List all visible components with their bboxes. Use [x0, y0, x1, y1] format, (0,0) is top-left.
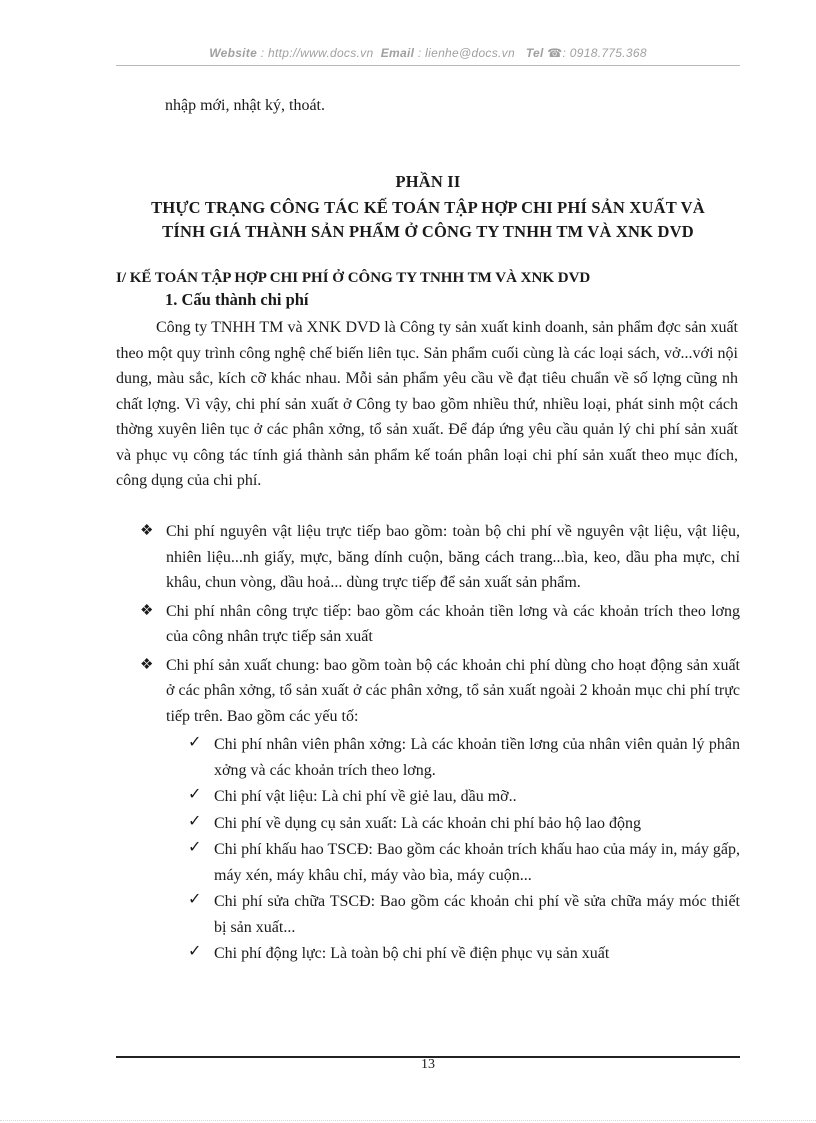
email-value[interactable]: : lienhe@docs.vn	[417, 46, 515, 60]
checkmark-bullet-icon: ✓	[188, 812, 202, 830]
sub-bullet-text: Chi phí khấu hao TSCĐ: Bao gồm các khoản trích khấu hao của máy in, máy gấp, máy xén, máy khâu chỉ, máy vào bìa, máy cuộn...	[214, 841, 740, 884]
website-value[interactable]: : http://www.docs.vn	[260, 46, 374, 60]
body-paragraph: Công ty TNHH TM và XNK DVD là Công ty sản xuất kinh doanh, sản phẩm đợc sản xuất theo một quy trình công nghệ chế biến liên tục. Sản phẩm cuối cùng là các loại sách, vở...với nội dung, màu sắc, kích cỡ khác nhau. Mỗi sản phẩm yêu cầu về đạt tiêu chuẩn về số lợng cũng nh chất lợng. Vì vậy, chi phí sản xuất ở Công ty bao gồm nhiều thứ, nhiều loại, phát sinh một cách thờng xuyên liên tục ở các phân xởng, tổ sản xuất. Để đáp ứng yêu cầu quản lý chi phí sản xuất và phục vụ công tác tính giá thành sản phẩm kế toán phân loại chi phí sản xuất theo mục đích, công dụng của chi phí.	[116, 319, 738, 489]
page-number: 13	[421, 1057, 435, 1072]
list-item	[188, 811, 740, 837]
email-label: Email	[380, 46, 415, 60]
checkmark-bullet-icon: ✓	[188, 943, 202, 960]
chapter-title-line-2: TÍNH GIÁ THÀNH SẢN PHẨM Ở CÔNG TY TNHH TM VÀ XNK DVD	[162, 222, 694, 241]
website-label: Website	[209, 46, 258, 60]
bottom-dotted-border	[0, 1120, 816, 1122]
tel-value: : 0918.775.368	[562, 46, 647, 60]
header-divider	[116, 65, 740, 66]
sub-bullet-text: Chi phí vật liệu: Là chi phí về giẻ lau, dầu mỡ..	[214, 788, 517, 805]
sub-list	[188, 732, 740, 967]
diamond-bullet-icon: ❖	[140, 602, 154, 619]
sub-bullet-text: Chi phí sửa chữa TSCĐ: Bao gồm các khoản chi phí về sửa chữa máy móc thiết bị sản xuất...	[214, 893, 740, 936]
diamond-bullet-icon: ❖	[140, 656, 154, 673]
bullet-text: Chi phí sản xuất chung: bao gồm toàn bộ các khoản chi phí dùng cho hoạt động sản xuất ở các phân xởng, tổ sản xuất ở các phân xởng, tổ sản xuất ngoài 2 khoản mục chi phí trực tiếp trên. Bao gồm các yếu tố:	[166, 656, 740, 725]
list-item	[188, 889, 740, 940]
list-item	[188, 941, 740, 967]
checkmark-bullet-icon: ✓	[188, 734, 202, 751]
page-header	[116, 46, 740, 60]
tel-label: Tel	[525, 46, 544, 60]
continuation-text: nhập mới, nhật ký, thoát.	[165, 97, 325, 114]
bullet-text: Chi phí nguyên vật liệu trực tiếp bao gồm: toàn bộ chi phí về nguyên vật liệu, vật liệu, nhiên liệu...nh giấy, mực, băng dính cuộn, băng cách trang...bìa, keo, dầu pha mực, chỉ khâu, chun vòng, dầu hoả... dùng trực tiếp để sản xuất sản phẩm.	[166, 523, 740, 591]
subsection-heading: 1. Cấu thành chi phí	[165, 290, 309, 309]
sub-bullet-text: Chi phí nhân viên phân xởng: Là các khoản tiền lơng của nhân viên quản lý phân xởng và các khoản trích theo lơng.	[214, 736, 740, 779]
part-title: PHẦN II	[395, 172, 461, 191]
bullet-text: Chi phí nhân công trực tiếp: bao gồm các khoản tiền lơng và các khoản trích theo lơng của công nhân trực tiếp sản xuất	[166, 602, 740, 645]
list-item	[140, 519, 740, 596]
list-item	[188, 784, 740, 810]
chapter-title-line-1: THỰC TRẠNG CÔNG TÁC KẾ TOÁN TẬP HỢP CHI PHÍ SẢN XUẤT VÀ	[151, 198, 705, 217]
list-item	[188, 837, 740, 888]
list-item	[140, 599, 740, 650]
checkmark-bullet-icon: ✓	[188, 839, 202, 856]
phone-icon: ☎	[547, 46, 563, 60]
checkmark-bullet-icon: ✓	[188, 891, 202, 908]
list-item	[140, 653, 740, 730]
diamond-bullet-icon: ❖	[140, 523, 154, 539]
bullet-list	[140, 519, 740, 968]
section-heading: I/ KẾ TOÁN TẬP HỢP CHI PHÍ Ở CÔNG TY TNHH TM VÀ XNK DVD	[116, 270, 591, 286]
sub-bullet-text: Chi phí động lực: Là toàn bộ chi phí về điện phục vụ sản xuất	[214, 945, 610, 962]
list-item	[188, 732, 740, 783]
checkmark-bullet-icon: ✓	[188, 786, 202, 803]
sub-bullet-text: Chi phí về dụng cụ sản xuất: Là các khoản chi phí bảo hộ lao động	[214, 814, 642, 832]
